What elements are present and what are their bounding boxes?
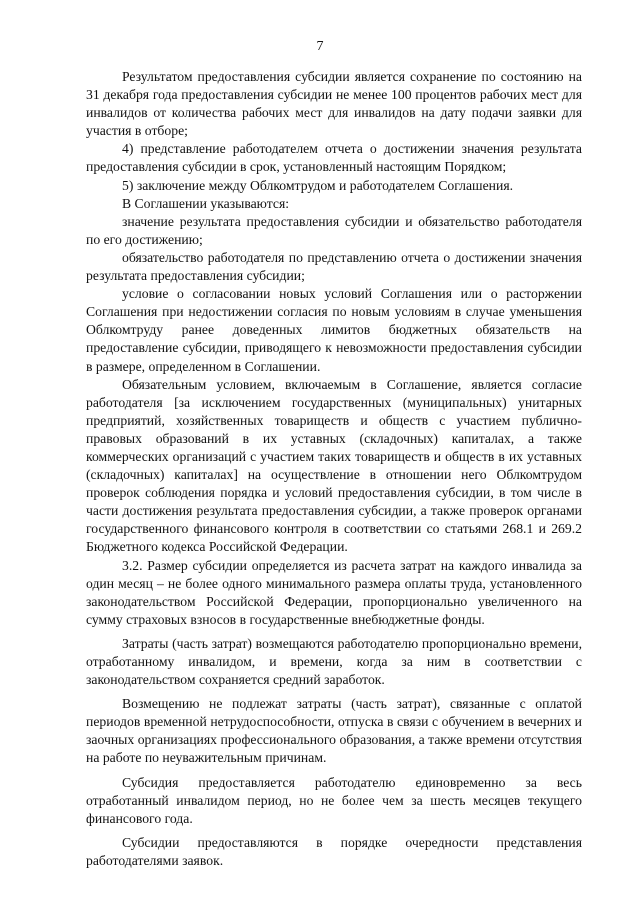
paragraph-agreement-contents-intro: В Соглашении указываются: xyxy=(122,195,290,211)
document-body xyxy=(86,68,582,870)
paragraph-subsidy-result: Результатом предоставления субсидии является сохранение по состоянию на 31 декабря года предоставления субсидии не менее 100 процентов рабочих мест для инвалидов от количества рабочих мест для инвалидов на дату подачи заявки для участия в отборе; xyxy=(86,69,582,139)
paragraph-report-submission: 4) представление работодателем отчета о достижении значения результата предоставления субсидии в срок, установленный настоящим Порядком; xyxy=(86,141,582,175)
paragraph-subsidy-amount: 3.2. Размер субсидии определяется из расчета затрат на каждого инвалида за один месяц – не более одного минимального размера оплаты труда, установленного законодательством Российской Федерации, пропорционально увеличенного на сумму страховых взносов в государственные внебюджетные фонды. xyxy=(86,557,582,627)
page-number: 7 xyxy=(316,39,324,54)
paragraph-one-time-subsidy: Субсидия предоставляется работодателю единовременно за весь отработанный инвалидом период, но не более чем за шесть месяцев текущего финансового года. xyxy=(86,774,582,826)
paragraph-cost-reimbursement: Затраты (часть затрат) возмещаются работодателю пропорционально времени, отработанному инвалидом, и времени, когда за ним в соответствии с законодательством сохраняется средний заработок. xyxy=(86,635,582,688)
paragraph-order-of-provision: Субсидии предоставляются в порядке очередности представления работодателями заявок. xyxy=(86,834,582,868)
paragraph-result-value-obligation: значение результата предоставления субсидии и обязательство работодателя по его достижению; xyxy=(86,213,582,247)
paragraph-non-reimbursable: Возмещению не подлежат затраты (часть затрат), связанные с оплатой периодов временной нетрудоспособности, отпуска в связи с обучением в вечерних и заочных организациях профессионального образования, а также времени отсутствия на работе по неуважительным причинам. xyxy=(86,696,582,766)
paragraph-report-obligation: обязательство работодателя по представлению отчета о достижении значения результата предоставления субсидии; xyxy=(86,249,582,284)
paragraph-mandatory-condition: Обязательным условием, включаемым в Соглашение, является согласие работодателя [за исключением государственных (муниципальных) унитарных предприятий, хозяйственных товариществ и обществ с участием публично-правовых образований в их уставных (складочных) капиталах, а также коммерческих организаций с участием таких товариществ и обществ в их уставных (складочных) капиталах] на осуществление в отношении него Облкомтрудом проверок соблюдения порядка и условий предоставления субсидии, в том числе в части достижения результата предоставления субсидии, а также проверок органами государственного финансового контроля в соответствии со статьями 268.1 и 269.2 Бюджетного кодекса Российской Федерации. xyxy=(86,376,582,555)
paragraph-new-conditions: условие о согласовании новых условий Соглашения или о расторжении Соглашения при недостижении согласия по новым условиям в случае уменьшения Облкомтруду ранее доведенных лимитов бюджетных обязательств на предоставление субсидии, приводящего к невозможности предоставления субсидии в размере, определенном в Соглашении. xyxy=(86,286,582,374)
paragraph-agreement-conclusion: 5) заключение между Облкомтрудом и работодателем Соглашения. xyxy=(122,177,514,193)
